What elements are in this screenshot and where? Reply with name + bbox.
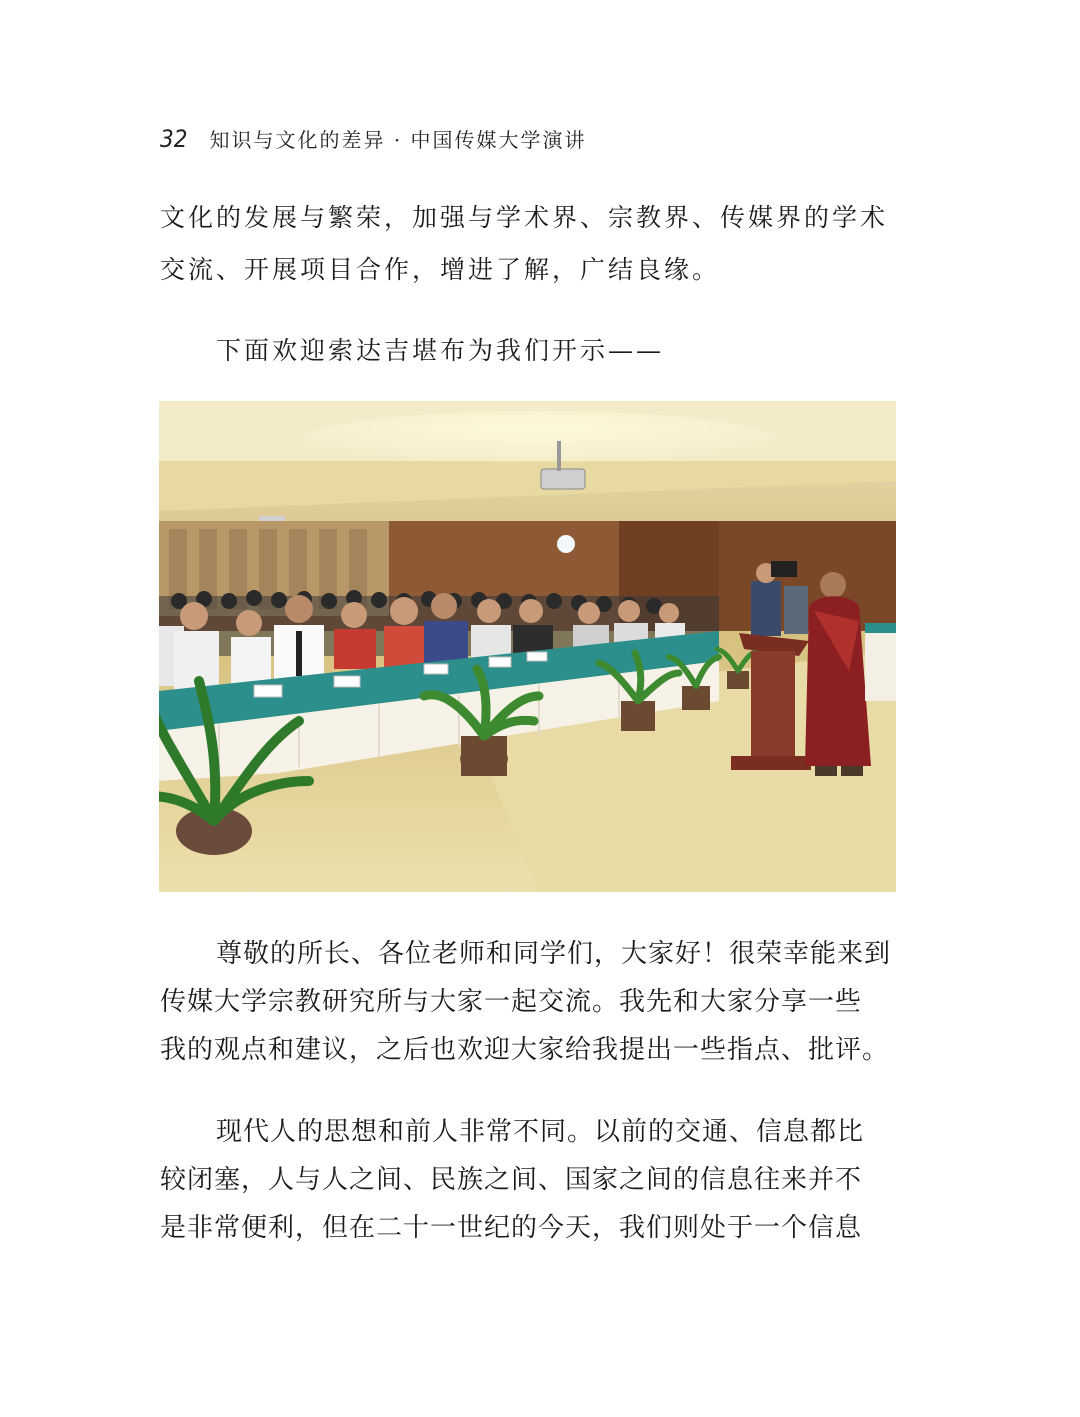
paragraph-1-line-2: 交流、开展项目合作，增进了解，广结良缘。 [160,255,721,284]
paragraph-2: 下面欢迎索达吉堪布为我们开示—— [216,336,665,365]
paragraph-4-line-2: 较闭塞，人与人之间、民族之间、国家之间的信息往来并不 [160,1165,863,1195]
paragraph-3-line-1: 尊敬的所长、各位老师和同学们，大家好！很荣幸能来到 [216,939,892,969]
paragraph-4-line-3: 是非常便利，但在二十一世纪的今天，我们则处于一个信息 [160,1213,863,1243]
photo-illustration [159,401,896,892]
running-title: 知识与文化的差异 · 中国传媒大学演讲 [209,128,587,152]
paragraph-3-line-2: 传媒大学宗教研究所与大家一起交流。我先和大家分享一些 [160,987,863,1017]
paragraph-3 [160,930,900,1074]
paragraph-1 [160,192,900,296]
paragraph-4 [160,1108,900,1252]
paragraph-3-line-3: 我的观点和建议，之后也欢迎大家给我提出一些指点、批评。 [160,1035,890,1065]
page-header [160,124,587,158]
lecture-hall-photo [159,401,896,892]
paragraph-4-line-1: 现代人的思想和前人非常不同。以前的交通、信息都比 [216,1117,865,1147]
page-number: 32 [160,125,188,153]
paragraph-1-line-1: 文化的发展与繁荣，加强与学术界、宗教界、传媒界的学术 [160,203,889,232]
